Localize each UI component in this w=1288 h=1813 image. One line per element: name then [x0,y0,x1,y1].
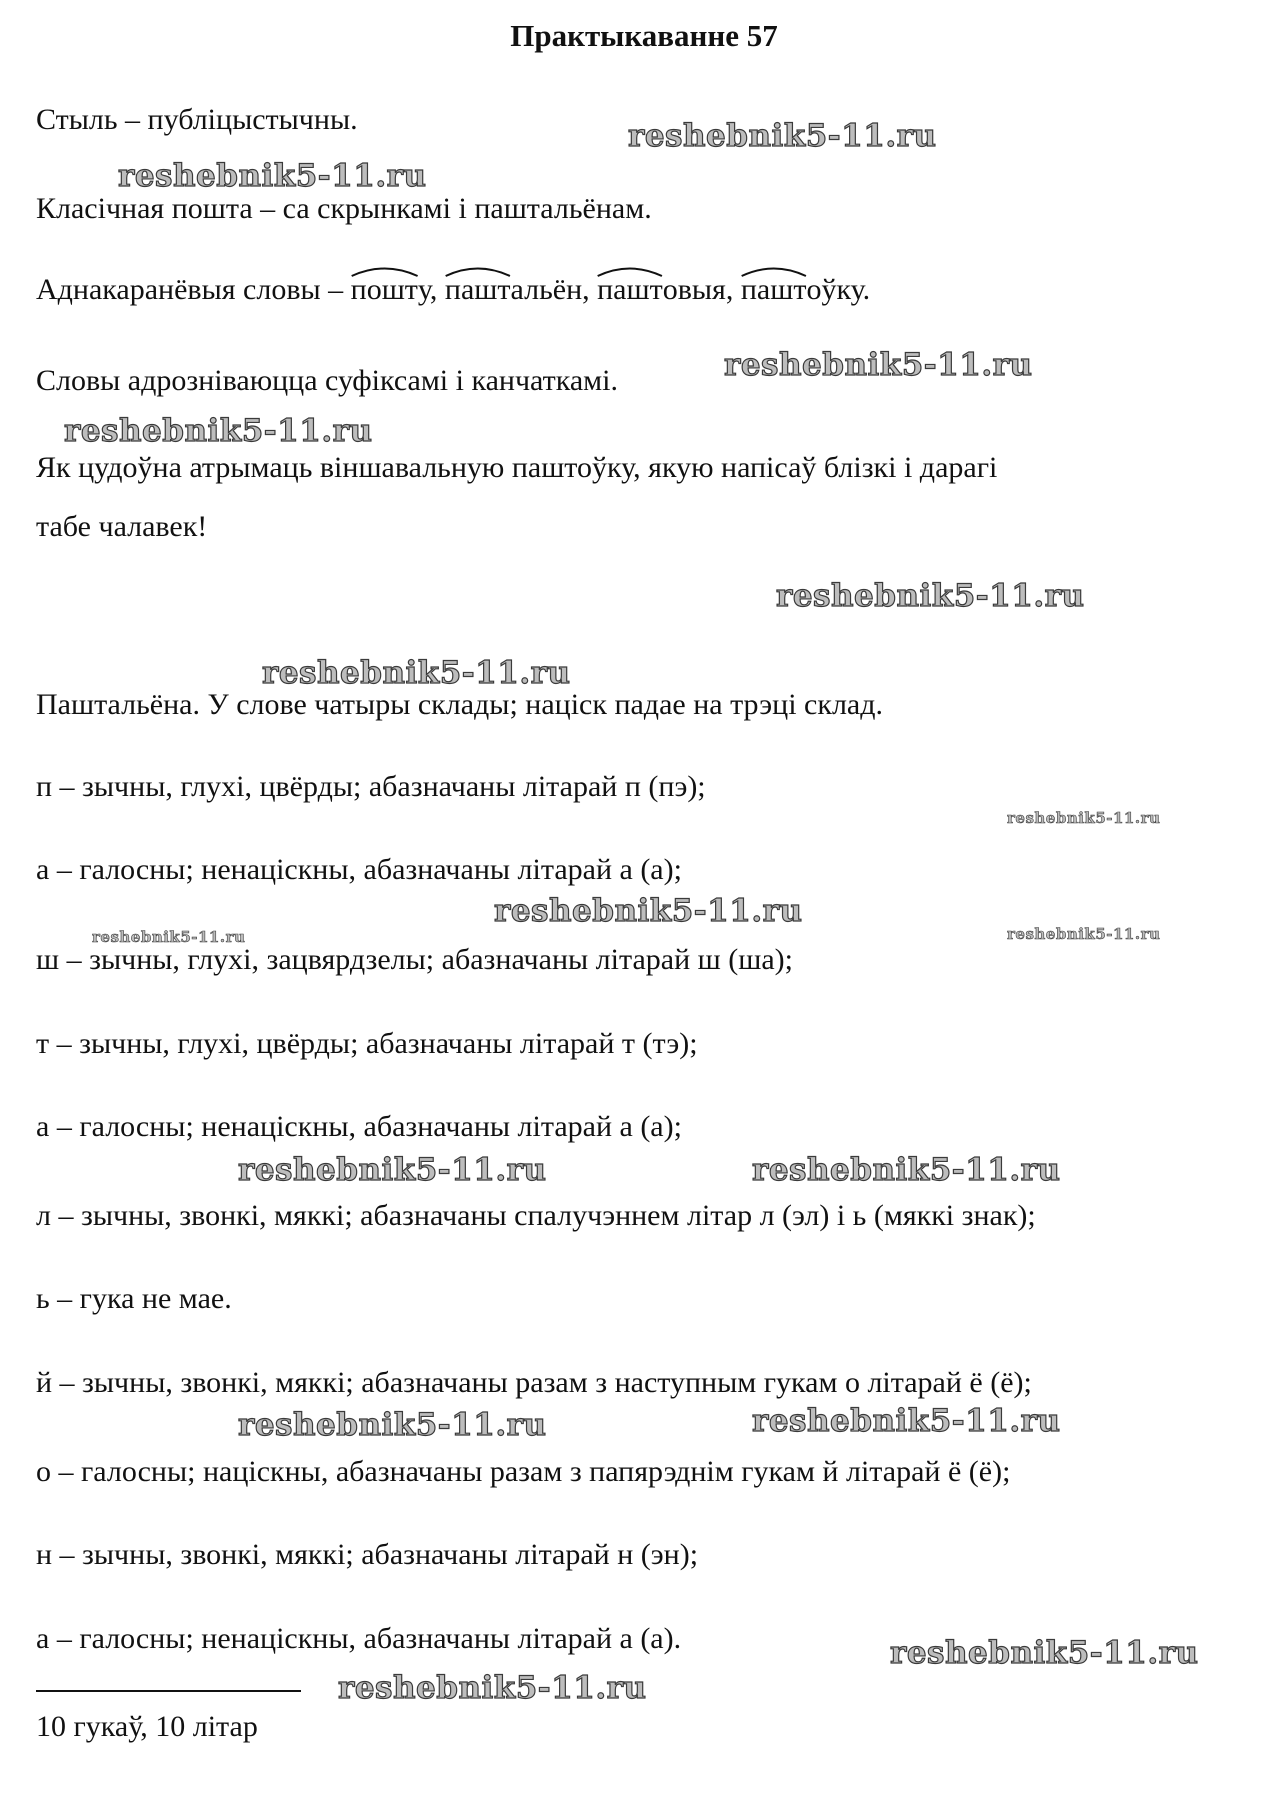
cognates-line: Аднакаранёвыя словы – пошту, паштальён, паштовыя, паштоўку. [36,273,870,307]
watermark: reshebnik5-11.ru [752,1152,1061,1188]
watermark: reshebnik5-11.ru [64,413,373,449]
sound-line: ь – гука не мае. [36,1282,232,1315]
sound-line: ш – зычны, глухі, зацвярдзелы; абазначаны літарай ш (ша); [36,943,793,976]
watermark: reshebnik5-11.ru [238,1407,547,1443]
root-arc-mark [351,263,418,277]
sound-line: н – зычны, звонкі, мяккі; абазначаны літарай н (эн); [36,1538,699,1571]
sound-line: п – зычны, глухі, цвёрды; абазначаны літарай п (пэ); [36,770,706,803]
watermark: reshebnik5-11.ru [628,118,937,154]
sound-line: о – галосны; націскны, абазначаны разам з папярэднім гукам й літарай ё (ё); [36,1455,1011,1488]
watermark: reshebnik5-11.ru [1007,809,1161,827]
watermark: reshebnik5-11.ru [118,158,427,194]
watermark: reshebnik5-11.ru [776,578,1085,614]
root-arc-mark [597,263,663,277]
total-line: 10 гукаў, 10 літар [36,1710,258,1743]
watermark: reshebnik5-11.ru [752,1403,1061,1439]
page-title: Практыкаванне 57 [510,18,778,53]
sound-line: а – галосны; ненаціскны, абазначаны літарай а (а); [36,853,682,886]
watermark: reshebnik5-11.ru [890,1635,1199,1671]
sound-line: а – галосны; ненаціскны, абазначаны літарай а (а). [36,1622,682,1655]
cognate-root-4: пашт [741,273,807,307]
cognate-root-2: пашт [445,273,511,307]
sound-line: а – галосны; ненаціскны, абазначаны літарай а (а); [36,1110,682,1143]
paragraph-line-2: табе чалавек! [36,510,208,543]
style-line: Стыль – публіцыстычны. [36,103,358,136]
sound-line: й – зычны, звонкі, мяккі; абазначаны разам з наступным гукам о літарай ё (ё); [36,1366,1032,1399]
root-arc-mark [445,263,511,277]
cognate-root-1: пошт [351,273,418,307]
watermark: reshebnik5-11.ru [238,1152,547,1188]
watermark: reshebnik5-11.ru [262,655,571,691]
watermark: reshebnik5-11.ru [494,893,803,929]
root-arc-mark [741,263,807,277]
sound-line: т – зычны, глухі, цвёрды; абазначаны літарай т (тэ); [36,1027,698,1060]
cognates-prefix: Аднакаранёвыя словы – [36,273,351,306]
watermark: reshebnik5-11.ru [92,928,246,946]
sound-line: л – зычны, звонкі, мяккі; абазначаны спалучэннем літар л (эл) і ь (мяккі знак); [36,1199,1036,1232]
paragraph-line-1: Як цудоўна атрымаць віншавальную паштоўку, якую напісаў блізкі і дарагі [36,451,998,484]
watermark: reshebnik5-11.ru [724,347,1033,383]
watermark: reshebnik5-11.ru [338,1670,647,1706]
separator-line [36,1690,301,1692]
classic-mail-line: Класічная пошта – са скрынкамі і паштальёнам. [36,192,652,225]
differ-line: Словы адрозніваюцца суфіксамі і канчаткамі. [36,364,618,397]
cognate-root-3: пашт [597,273,663,307]
analysis-intro: Паштальёна. У слове чатыры склады; націск падае на трэці склад. [36,688,884,721]
watermark: reshebnik5-11.ru [1007,925,1161,943]
